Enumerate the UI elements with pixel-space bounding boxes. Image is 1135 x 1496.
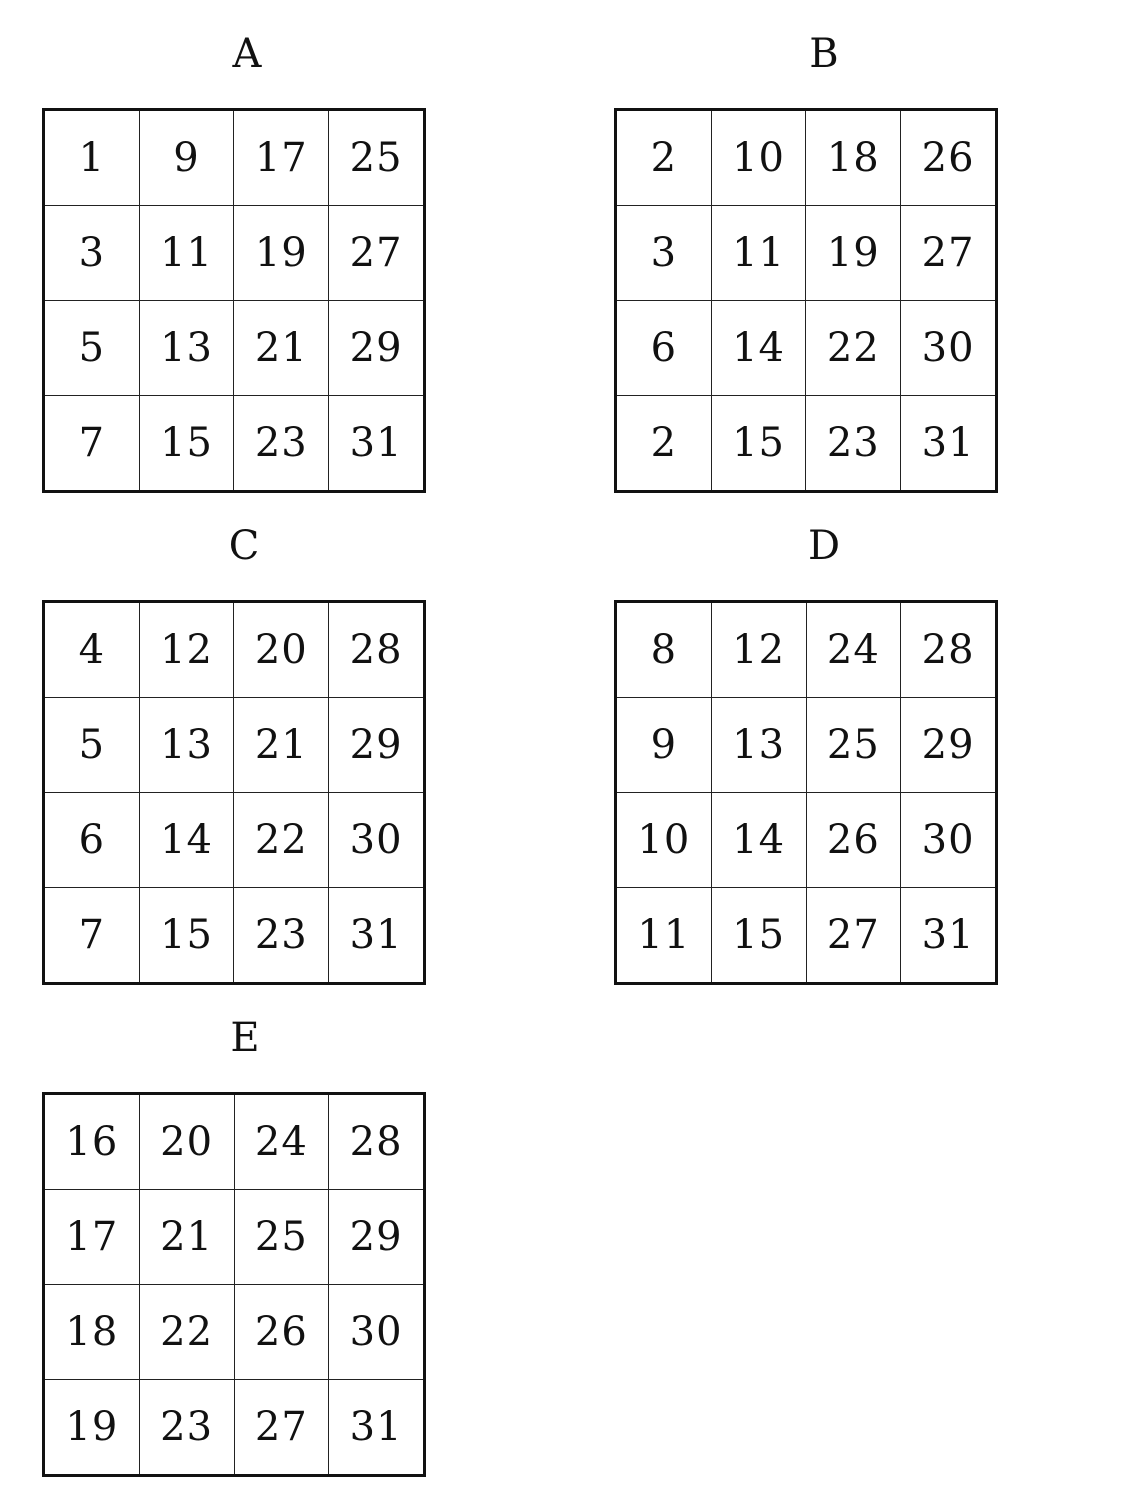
grid-row bbox=[44, 1380, 425, 1476]
grid-cell: 24 bbox=[806, 602, 901, 698]
grid-cell: 27 bbox=[901, 206, 997, 301]
grid-cell: 14 bbox=[711, 793, 806, 888]
grid-cell: 3 bbox=[44, 206, 140, 301]
grid-cell: 15 bbox=[711, 888, 806, 984]
grid-cell: 22 bbox=[234, 793, 329, 888]
grid-cell: 10 bbox=[616, 793, 712, 888]
grid-cell: 7 bbox=[44, 396, 140, 492]
grid-cell: 28 bbox=[329, 602, 425, 698]
grid-cell: 27 bbox=[234, 1380, 329, 1476]
number-grid bbox=[42, 108, 426, 493]
grid-cell: 21 bbox=[234, 301, 329, 396]
grid-title: E bbox=[230, 1015, 260, 1061]
grid-cell: 20 bbox=[139, 1094, 234, 1190]
grid-cell: 30 bbox=[901, 301, 997, 396]
grid-cell: 29 bbox=[901, 698, 997, 793]
grid-cell: 10 bbox=[711, 110, 806, 206]
grid-row bbox=[616, 301, 997, 396]
grid-cell: 31 bbox=[901, 888, 997, 984]
grid-cell: 23 bbox=[234, 396, 329, 492]
grid-cell: 18 bbox=[44, 1285, 140, 1380]
grid-cell: 11 bbox=[139, 206, 234, 301]
number-grid bbox=[42, 1092, 426, 1477]
grid-cell: 25 bbox=[234, 1190, 329, 1285]
grid-cell: 30 bbox=[901, 793, 997, 888]
grid-cell: 19 bbox=[44, 1380, 140, 1476]
grid-cell: 28 bbox=[329, 1094, 425, 1190]
grid-cell: 5 bbox=[44, 301, 140, 396]
grid-cell: 26 bbox=[234, 1285, 329, 1380]
grid-cell: 18 bbox=[806, 110, 901, 206]
grid-row bbox=[44, 1190, 425, 1285]
grid-row bbox=[44, 602, 425, 698]
grid-cell: 31 bbox=[329, 1380, 425, 1476]
grid-cell: 2 bbox=[616, 110, 712, 206]
grid-cell: 9 bbox=[616, 698, 712, 793]
grid-cell: 8 bbox=[616, 602, 712, 698]
grid-cell: 11 bbox=[616, 888, 712, 984]
grid-cell: 27 bbox=[806, 888, 901, 984]
grid-cell: 1 bbox=[44, 110, 140, 206]
grid-cell: 13 bbox=[139, 698, 234, 793]
grid-title: B bbox=[809, 31, 839, 77]
grid-row bbox=[44, 888, 425, 984]
grid-row bbox=[44, 1285, 425, 1380]
grid-cell: 29 bbox=[329, 301, 425, 396]
grid-cell: 29 bbox=[329, 698, 425, 793]
grid-cell: 29 bbox=[329, 1190, 425, 1285]
grid-cell: 19 bbox=[806, 206, 901, 301]
grid-cell: 13 bbox=[711, 698, 806, 793]
grid-title: A bbox=[232, 31, 262, 77]
grid-cell: 26 bbox=[806, 793, 901, 888]
grid-cell: 14 bbox=[711, 301, 806, 396]
grid-cell: 31 bbox=[901, 396, 997, 492]
grid-cell: 3 bbox=[616, 206, 712, 301]
grid-cell: 23 bbox=[139, 1380, 234, 1476]
grid-cell: 19 bbox=[234, 206, 329, 301]
grid-row bbox=[44, 1094, 425, 1190]
grid-row bbox=[616, 110, 997, 206]
grid-cell: 15 bbox=[139, 888, 234, 984]
grid-cell: 17 bbox=[234, 110, 329, 206]
grid-cell: 21 bbox=[234, 698, 329, 793]
grid-cell: 30 bbox=[329, 1285, 425, 1380]
grid-cell: 27 bbox=[329, 206, 425, 301]
grid-cell: 31 bbox=[329, 888, 425, 984]
number-grid bbox=[42, 600, 426, 985]
grid-cell: 15 bbox=[711, 396, 806, 492]
grid-cell: 4 bbox=[44, 602, 140, 698]
grid-row bbox=[44, 110, 425, 206]
grid-cell: 7 bbox=[44, 888, 140, 984]
grid-cell: 20 bbox=[234, 602, 329, 698]
grid-cell: 16 bbox=[44, 1094, 140, 1190]
grid-row bbox=[616, 602, 997, 698]
grid-row bbox=[44, 206, 425, 301]
grid-cell: 13 bbox=[139, 301, 234, 396]
grid-row bbox=[616, 793, 997, 888]
grid-title: D bbox=[807, 523, 841, 569]
grid-cell: 21 bbox=[139, 1190, 234, 1285]
grid-cell: 25 bbox=[806, 698, 901, 793]
grid-cell: 6 bbox=[44, 793, 140, 888]
grid-cell: 30 bbox=[329, 793, 425, 888]
grid-cell: 23 bbox=[234, 888, 329, 984]
grid-title: C bbox=[228, 523, 260, 569]
grid-cell: 17 bbox=[44, 1190, 140, 1285]
number-grid bbox=[614, 600, 998, 985]
grid-row bbox=[616, 206, 997, 301]
grid-cell: 9 bbox=[139, 110, 234, 206]
grid-row bbox=[44, 301, 425, 396]
grid-cell: 31 bbox=[329, 396, 425, 492]
grid-cell: 5 bbox=[44, 698, 140, 793]
grid-cell: 6 bbox=[616, 301, 712, 396]
grid-cell: 22 bbox=[806, 301, 901, 396]
grid-row bbox=[44, 793, 425, 888]
grid-cell: 2 bbox=[616, 396, 712, 492]
grid-cell: 12 bbox=[139, 602, 234, 698]
grid-row bbox=[616, 698, 997, 793]
grid-cell: 12 bbox=[711, 602, 806, 698]
grid-cell: 22 bbox=[139, 1285, 234, 1380]
grid-cell: 11 bbox=[711, 206, 806, 301]
grid-cell: 15 bbox=[139, 396, 234, 492]
grid-cell: 14 bbox=[139, 793, 234, 888]
grid-cell: 26 bbox=[901, 110, 997, 206]
grid-cell: 25 bbox=[329, 110, 425, 206]
grid-row bbox=[44, 396, 425, 492]
grid-row bbox=[44, 698, 425, 793]
grid-cell: 24 bbox=[234, 1094, 329, 1190]
grid-row bbox=[616, 396, 997, 492]
grid-cell: 28 bbox=[901, 602, 997, 698]
grid-cell: 23 bbox=[806, 396, 901, 492]
number-grid bbox=[614, 108, 998, 493]
grid-row bbox=[616, 888, 997, 984]
